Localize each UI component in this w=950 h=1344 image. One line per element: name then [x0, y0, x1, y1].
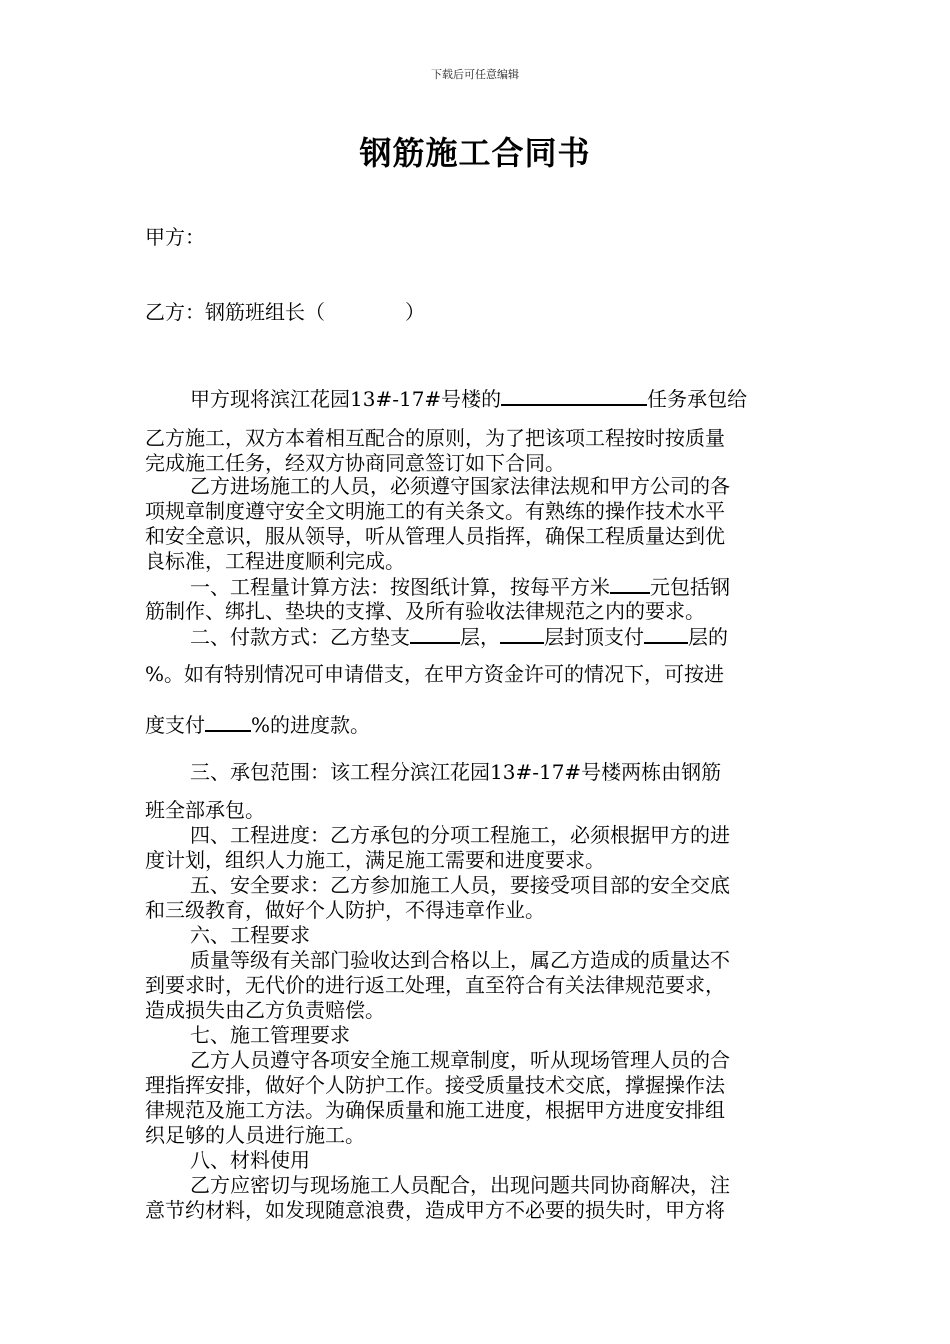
para-line: 律规范及施工方法。为确保质量和施工进度，根据甲方进度安排组 — [145, 1098, 725, 1122]
text: 层， — [460, 625, 500, 649]
text: 度支付 — [145, 713, 205, 737]
para-line: 理指挥安排，做好个人防护工作。接受质量技术交底，撑握操作法 — [145, 1073, 725, 1097]
document-title: 钢筋施工合同书 — [359, 134, 591, 172]
text: 一、工程量计算方法：按图纸计算，按每平方米 — [190, 575, 610, 599]
text: 层的 — [688, 625, 728, 649]
section-heading: 七、施工管理要求 — [190, 1023, 350, 1047]
text: 二、付款方式：乙方垫支 — [190, 625, 410, 649]
section-heading: 六、工程要求 — [190, 923, 310, 947]
para-line: 到要求时，无代价的进行返工处理，直至符合有关法律规范要求， — [145, 973, 725, 997]
blank-underline — [610, 574, 650, 594]
blank-underline — [644, 624, 688, 644]
para-line: 班全部承包。 — [145, 798, 265, 822]
text: 层封顶支付 — [544, 625, 644, 649]
text: %的进度款。 — [251, 713, 371, 737]
text: 元包括钢 — [650, 575, 730, 599]
para-line: 乙方应密切与现场施工人员配合，出现问题共同协商解决，注 — [190, 1173, 730, 1197]
para-line: 乙方施工，双方本着相互配合的原则，为了把该项工程按时按质量 — [145, 426, 725, 450]
blank-underline — [500, 624, 544, 644]
party-b-line: 乙方：钢筋班组长（ ） — [145, 300, 425, 324]
para-line: 良标准，工程进度顺利完成。 — [145, 549, 405, 573]
section-2-line-3 — [145, 712, 370, 738]
para-line: 和三级教育，做好个人防护，不得违章作业。 — [145, 898, 545, 922]
para-line: 完成施工任务，经双方协商同意签订如下合同。 — [145, 451, 565, 475]
party-a-line: 甲方： — [145, 225, 205, 249]
para-line: 织足够的人员进行施工。 — [145, 1123, 365, 1147]
para-line: 造成损失由乙方负责赔偿。 — [145, 998, 385, 1022]
section-2-line-1 — [190, 624, 728, 650]
para-line: 五、安全要求：乙方参加施工人员，要接受项目部的安全交底 — [190, 873, 730, 897]
para-line: 和安全意识，服从领导，听从管理人员指挥，确保工程质量达到优 — [145, 524, 725, 548]
blank-underline — [501, 386, 647, 406]
blank-underline — [205, 712, 251, 732]
para-intro-line-1 — [190, 386, 747, 412]
para-line: 质量等级有关部门验收达到合格以上，属乙方造成的质量达不 — [190, 948, 730, 972]
para-line: 度计划，组织人力施工，满足施工需要和进度要求。 — [145, 848, 605, 872]
para-line: 意节约材料，如发现随意浪费，造成甲方不必要的损失时，甲方将 — [145, 1198, 725, 1222]
para-line: 四、工程进度：乙方承包的分项工程施工，必须根据甲方的进 — [190, 823, 730, 847]
para-line: 筋制作、绑扎、垫块的支撑、及所有验收法律规范之内的要求。 — [145, 599, 705, 623]
text: 甲方现将滨江花园13#-17#号楼的 — [190, 387, 502, 411]
section-1-line-1 — [190, 574, 730, 600]
text: 任务承包给 — [647, 387, 748, 411]
header-note: 下载后可任意编辑 — [431, 68, 519, 81]
para-line: 项规章制度遵守安全文明施工的有关条文。有熟练的操作技术水平 — [145, 499, 725, 523]
para-line: 三、承包范围：该工程分滨江花园13#-17#号楼两栋由钢筋 — [190, 760, 722, 784]
para-line: 乙方进场施工的人员，必须遵守国家法律法规和甲方公司的各 — [190, 474, 730, 498]
para-line: 乙方人员遵守各项安全施工规章制度，听从现场管理人员的合 — [190, 1048, 730, 1072]
para-line: %。如有特别情况可申请借支，在甲方资金许可的情况下，可按进 — [145, 662, 725, 686]
section-heading: 八、材料使用 — [190, 1148, 310, 1172]
blank-underline — [410, 624, 460, 644]
